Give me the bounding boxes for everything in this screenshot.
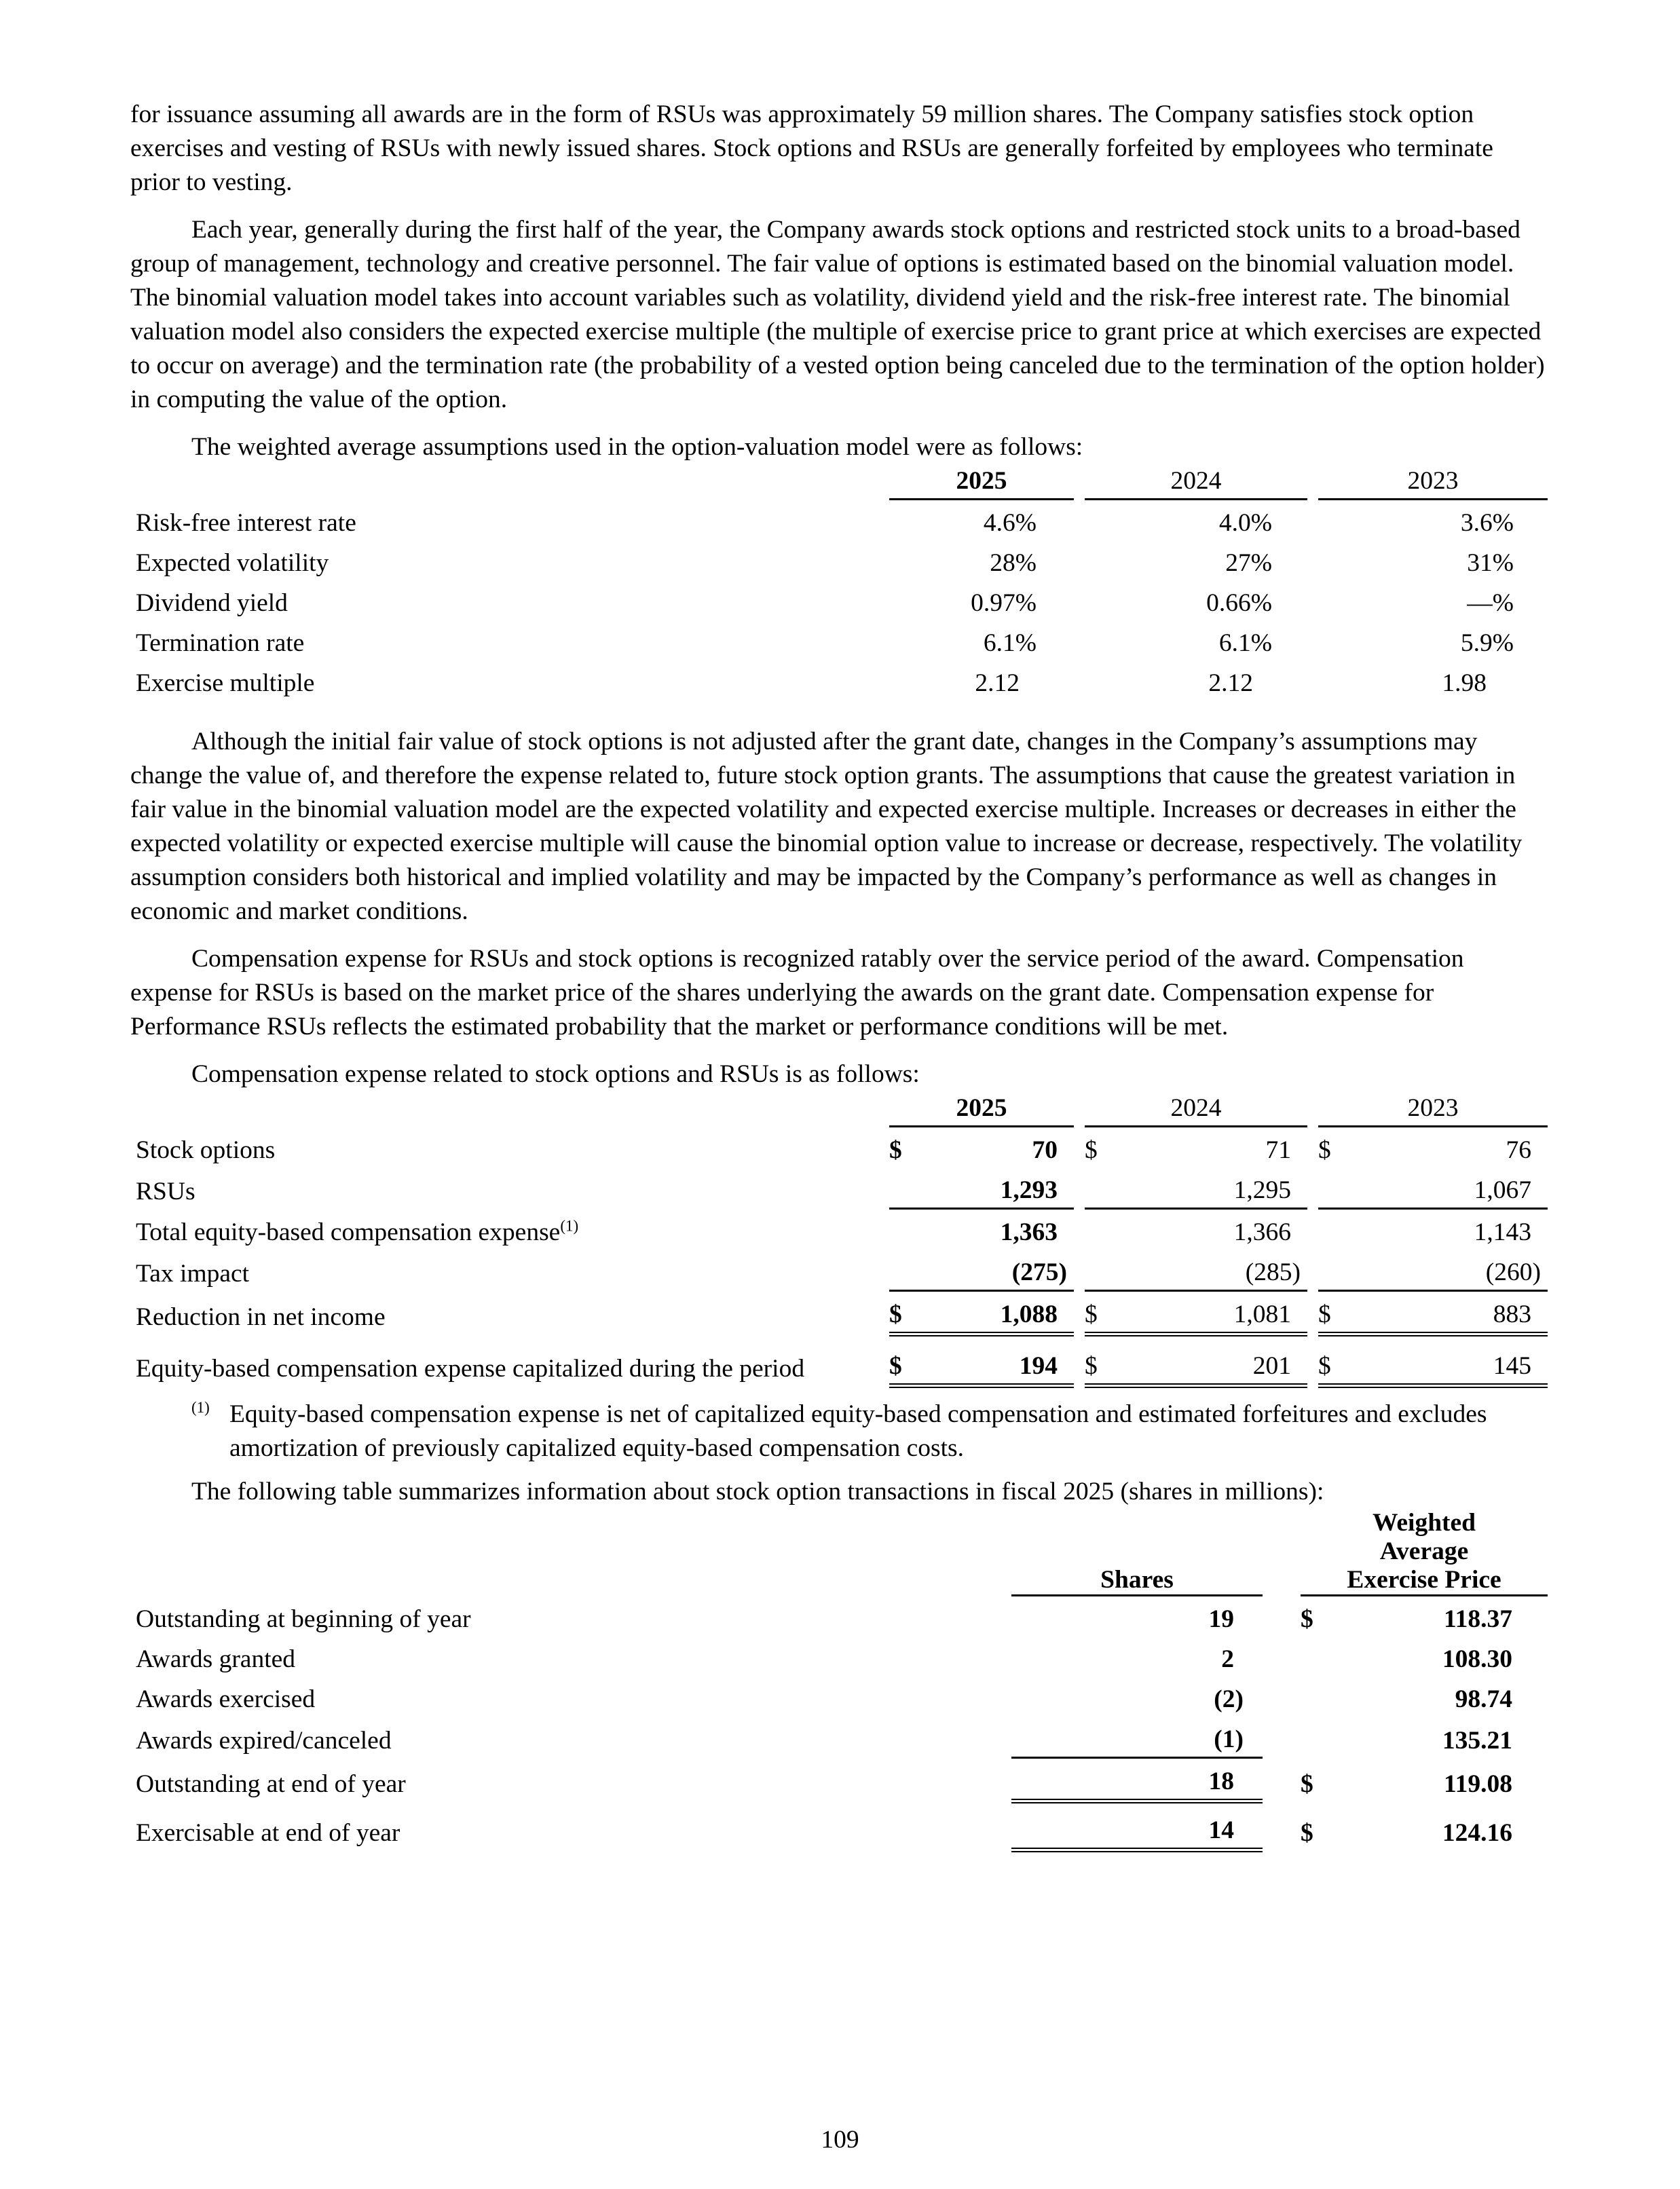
table-row: [130, 1636, 1548, 1677]
cell-2023: 5.9%: [1460, 629, 1514, 657]
paragraph-rsu-issuance: for issuance assuming all awards are in the form of RSUs was approximately 59 million shares. The Company satisfies stock option exercises and vesting of RSUs with newly issued shares. Stock options and RSUs are generally forfeited by employees who terminate prior to vesting.: [130, 100, 1493, 196]
currency-symbol: $: [1318, 1136, 1331, 1164]
row-label: Equity-based compensation expense capitalized during the period: [136, 1354, 805, 1383]
price-header-line: Weighted: [1372, 1509, 1476, 1537]
year-header-2025: 2025: [889, 464, 1074, 500]
compensation-table: [130, 1091, 1548, 1388]
price-cell: 119.08: [1443, 1770, 1512, 1798]
cell-2025: 2.12: [975, 669, 1020, 697]
assumptions-table: [130, 464, 1548, 700]
table-row: [130, 1250, 1548, 1291]
table-row: [130, 1596, 1548, 1637]
cell-2025: (275): [916, 1250, 1074, 1291]
table-row: [130, 620, 1548, 660]
paragraph-assumption-sensitivity: Although the initial fair value of stock options is not adjusted after the grant date, changes in the Company’s assumptions may change the value of, and therefore the expense related to, future stock option grants. The assumptions that cause the greatest variation in fair value in the binomial valuation model are the expected volatility and expected exercise multiple. Increases or decreases in either the expected volatility or expected exercise multiple will cause the binomial option value to increase or decrease, respectively. The volatility assumption considers both historical and implied volatility and may be impacted by the Company’s performance as well as changes in economic and market conditions.: [130, 728, 1523, 925]
cell-2024: 1,295: [1112, 1167, 1307, 1209]
footnote-reference: (1): [560, 1217, 579, 1235]
cell-2023: —%: [1467, 589, 1514, 617]
currency-symbol: $: [1318, 1334, 1345, 1386]
year-header-2023: 2023: [1318, 1091, 1548, 1127]
row-label: Tax impact: [136, 1259, 250, 1288]
row-label: Awards expired/canceled: [136, 1726, 392, 1755]
currency-symbol: $: [889, 1291, 916, 1334]
price-header: [1301, 1509, 1548, 1596]
cell-2024: 4.0%: [1218, 509, 1272, 537]
price-cell: 124.16: [1442, 1818, 1512, 1847]
table-row: [130, 580, 1548, 620]
table-row: [130, 1209, 1548, 1250]
currency-symbol: $: [1085, 1334, 1112, 1386]
stock-options-table: [130, 1509, 1548, 1852]
paragraph-assumptions-intro: The weighted average assumptions used in the option-valuation model were as follows:: [191, 433, 1083, 461]
price-cell: 98.74: [1455, 1685, 1512, 1713]
cell-2024: 1,081: [1112, 1291, 1307, 1334]
cell-2024: 6.1%: [1218, 629, 1272, 657]
cell-2025: 1,363: [1000, 1218, 1058, 1246]
shares-cell: 18: [1011, 1758, 1263, 1801]
row-label: Reduction in net income: [136, 1303, 386, 1331]
cell-2025: 28%: [990, 549, 1037, 577]
cell-2024: 1,366: [1233, 1218, 1291, 1246]
compensation-header-row: [130, 1091, 1548, 1127]
cell-2024: 71: [1265, 1136, 1291, 1164]
document-page: [130, 98, 1548, 1852]
footnote-text: Equity-based compensation expense is net of capitalized equity-based compensation and estimated forfeitures and excludes amortization of previously capitalized equity-based compensation costs.: [229, 1400, 1487, 1462]
paragraph-compensation-intro: Compensation expense related to stock options and RSUs is as follows:: [191, 1060, 920, 1088]
table-row: [130, 1801, 1548, 1850]
page-number: 109: [821, 2126, 859, 2154]
year-header-2025: 2025: [889, 1091, 1074, 1127]
assumptions-header-row: [130, 464, 1548, 500]
table-row: [130, 1677, 1548, 1717]
row-label: Exercise multiple: [136, 669, 315, 697]
paragraph-annual-awards: Each year, generally during the first half of the year, the Company awards stock options and restricted stock units to a broad-based group of management, technology and creative personnel. The fair value of options is estimated based on the binomial valuation model. The binomial valuation model takes into account variables such as volatility, dividend yield and the risk-free interest rate. The binomial valuation model also considers the expected exercise multiple (the multiple of exercise price to grant price at which exercises are expected to occur on average) and the termination rate (the probability of a vested option being canceled due to the termination of the option holder) in computing the value of the option.: [130, 216, 1545, 413]
cell-2023: 145: [1345, 1334, 1548, 1386]
paragraph-compensation-recognition: Compensation expense for RSUs and stock options is recognized ratably over the service period of the award. Compensation expense for RSUs is based on the market price of the shares underlying the awards on the grant date. Compensation expense for Performance RSUs reflects the estimated probability that the market or performance conditions will be met.: [130, 945, 1464, 1041]
cell-2023: 883: [1345, 1291, 1548, 1334]
cell-2023: 3.6%: [1460, 509, 1514, 537]
table-row: [130, 1127, 1548, 1168]
row-label: Exercisable at end of year: [136, 1818, 400, 1847]
row-label-text: Total equity-based compensation expense: [136, 1218, 561, 1246]
currency-symbol: $: [889, 1136, 902, 1164]
footnote-mark: (1): [191, 1399, 210, 1416]
shares-cell: 2: [1221, 1645, 1234, 1673]
year-header-2023: 2023: [1318, 464, 1548, 500]
cell-2024: 0.66%: [1206, 589, 1272, 617]
row-label: RSUs: [136, 1177, 195, 1205]
price-header-line: Average: [1379, 1537, 1469, 1565]
currency-symbol: $: [1085, 1136, 1098, 1164]
cell-2025: 1,293: [916, 1167, 1074, 1209]
year-header-2024: 2024: [1085, 1091, 1307, 1127]
price-header-line: Exercise Price: [1347, 1566, 1501, 1594]
table-row: [130, 1291, 1548, 1334]
row-label: Termination rate: [136, 629, 305, 657]
row-label: Risk-free interest rate: [136, 509, 356, 537]
row-label: Dividend yield: [136, 589, 288, 617]
cell-2024: 27%: [1225, 549, 1272, 577]
shares-cell: (1): [1011, 1717, 1263, 1758]
cell-2025: 6.1%: [983, 629, 1037, 657]
shares-cell: 19: [1208, 1605, 1234, 1633]
price-cell: 108.30: [1442, 1645, 1512, 1673]
shares-cell: (2): [1214, 1685, 1244, 1713]
cell-2023: 76: [1506, 1136, 1531, 1164]
table-row: [130, 1758, 1548, 1801]
row-label: Outstanding at beginning of year: [136, 1605, 471, 1633]
shares-cell: 14: [1011, 1801, 1263, 1850]
options-header-row: [130, 1509, 1548, 1596]
cell-2023: 31%: [1467, 549, 1514, 577]
table-row: [130, 660, 1548, 700]
currency-symbol: $: [889, 1334, 916, 1386]
table-row: [130, 1167, 1548, 1209]
cell-2025: 70: [1032, 1136, 1058, 1164]
row-label: [130, 1209, 889, 1250]
price-cell: 135.21: [1442, 1726, 1512, 1755]
cell-2025: 194: [916, 1334, 1074, 1386]
currency-symbol: $: [1085, 1291, 1112, 1334]
currency-symbol: $: [1318, 1291, 1345, 1334]
currency-symbol: $: [1301, 1818, 1313, 1847]
cell-2023: 1.98: [1442, 669, 1487, 697]
cell-2025: 0.97%: [971, 589, 1037, 617]
shares-header: Shares: [1011, 1509, 1263, 1596]
cell-2025: 4.6%: [983, 509, 1037, 537]
row-label: Outstanding at end of year: [136, 1770, 406, 1798]
cell-2023: 1,067: [1345, 1167, 1548, 1209]
currency-symbol: $: [1301, 1770, 1313, 1798]
footnote: [191, 1398, 1548, 1465]
cell-2023: (260): [1345, 1250, 1548, 1291]
currency-symbol: $: [1301, 1605, 1313, 1633]
cell-2024: 2.12: [1208, 669, 1253, 697]
cell-2024: 201: [1112, 1334, 1307, 1386]
cell-2025: 1,088: [916, 1291, 1074, 1334]
row-label: Awards exercised: [136, 1685, 316, 1713]
cell-2023: 1,143: [1474, 1218, 1531, 1246]
table-row: [130, 540, 1548, 580]
row-label: Stock options: [136, 1136, 276, 1164]
table-row: [130, 1334, 1548, 1386]
paragraph-options-intro: The following table summarizes information about stock option transactions in fiscal 2025 (shares in millions):: [191, 1478, 1324, 1505]
price-cell: 118.37: [1443, 1605, 1512, 1633]
table-row: [130, 1717, 1548, 1758]
cell-2024: (285): [1112, 1250, 1307, 1291]
row-label: Awards granted: [136, 1645, 296, 1673]
year-header-2024: 2024: [1085, 464, 1307, 500]
table-row: [130, 500, 1548, 541]
row-label: Expected volatility: [136, 549, 329, 577]
